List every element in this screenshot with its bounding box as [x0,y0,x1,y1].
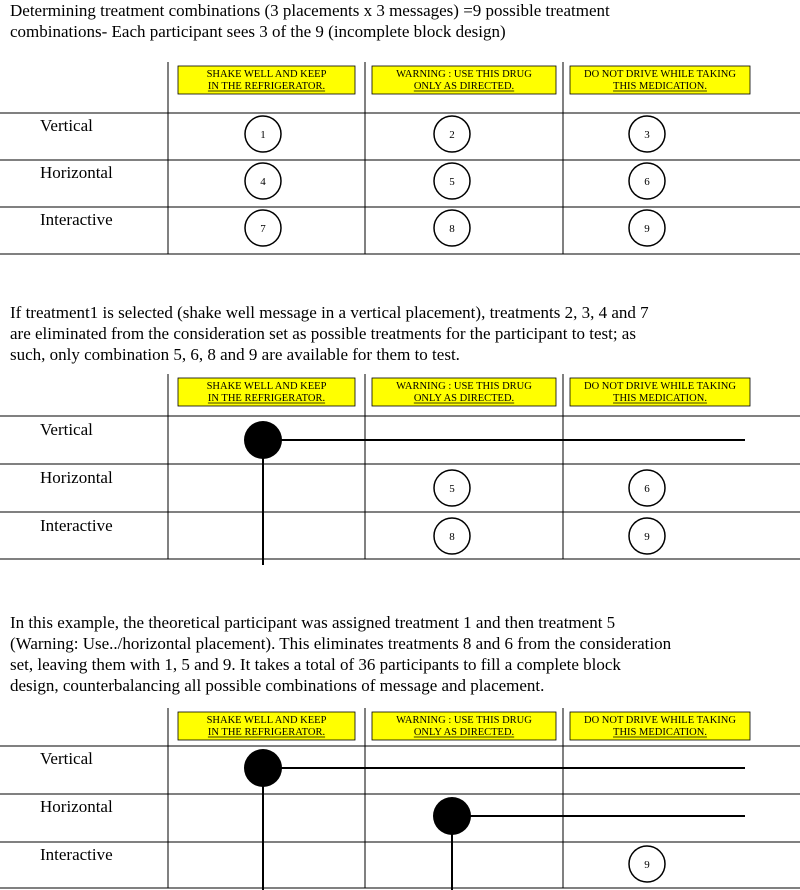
placement-label: Horizontal [40,163,113,182]
treatment-number: 4 [260,176,266,188]
message-label-line1: DO NOT DRIVE WHILE TAKING [584,69,736,80]
text-line: are eliminated from the consideration set as possible treatments for the participant to test; as [10,324,636,343]
placement-label: Interactive [40,516,113,535]
treatment-number: 6 [644,176,650,188]
treatment-circle-9 [629,210,665,246]
placement-label: Horizontal [40,468,113,487]
message-label-line1: SHAKE WELL AND KEEP [206,69,327,80]
treatment-circle-5 [434,470,470,506]
selected-treatment-dot [244,749,282,787]
treatment-circle-6 [629,163,665,199]
message-label [372,712,556,740]
message-label-line1: WARNING : USE THIS DRUG [396,715,532,726]
treatment-circle-3 [629,116,665,152]
treatment-number: 7 [260,223,266,235]
text-line: If treatment1 is selected (shake well message in a vertical placement), treatments 2, 3, 4 and 7 [10,303,649,322]
selected-treatment-dot [244,421,282,459]
message-label-line1: SHAKE WELL AND KEEP [206,715,327,726]
placement-label: Vertical [40,749,93,768]
treatment-number: 6 [644,483,650,495]
treatment-grid-after-second [0,708,800,888]
treatment-circle-1 [245,116,281,152]
treatment-circle-5 [434,163,470,199]
message-label-line2: ONLY AS DIRECTED. [413,81,515,92]
message-label [372,378,556,406]
example-paragraph [10,612,800,696]
message-label [570,712,750,740]
treatment-number: 9 [644,223,650,235]
placement-label: Interactive [40,845,113,864]
message-label [570,378,750,406]
treatment-number: 9 [644,859,650,871]
message-label [570,66,750,94]
text-line: (Warning: Use../horizontal placement). This eliminates treatments 8 and 6 from the consideration [10,634,672,653]
treatment-grid-all [0,62,800,262]
selection-paragraph [10,302,800,365]
message-label-line2: THIS MEDICATION. [613,393,707,404]
treatment-number: 8 [449,223,455,235]
treatment-number: 8 [449,531,455,543]
message-label-line2: IN THE REFRIGERATOR. [207,81,326,92]
treatment-grid-after-first [0,374,800,574]
text-line: design, counterbalancing all possible combinations of message and placement. [10,676,545,695]
message-label-line2: ONLY AS DIRECTED. [413,727,515,738]
treatment-number: 1 [260,129,266,141]
treatment-circle-9 [629,518,665,554]
placement-label: Vertical [40,420,93,439]
placement-label: Interactive [40,210,113,229]
treatment-number: 5 [449,176,455,188]
intro-paragraph [10,0,800,42]
text-line: Determining treatment combinations (3 placements x 3 messages) =9 possible treatment [10,1,610,20]
text-line: such, only combination 5, 6, 8 and 9 are available for them to test. [10,345,460,364]
treatment-number: 9 [644,531,650,543]
message-label-line1: WARNING : USE THIS DRUG [396,69,532,80]
selected-treatment-dot [433,797,471,835]
text-line: combinations- Each participant sees 3 of the 9 (incomplete block design) [10,22,506,41]
treatment-circle-9 [629,846,665,882]
treatment-circle-8 [434,518,470,554]
placement-label: Horizontal [40,797,113,816]
treatment-circle-2 [434,116,470,152]
message-label [178,712,355,740]
placement-label: Vertical [40,116,93,135]
text-line: In this example, the theoretical participant was assigned treatment 1 and then treatment 5 [10,613,616,632]
message-label-line2: THIS MEDICATION. [613,81,707,92]
message-label-line1: WARNING : USE THIS DRUG [396,381,532,392]
treatment-circle-8 [434,210,470,246]
treatment-number: 5 [449,483,455,495]
treatment-circle-4 [245,163,281,199]
message-label [178,378,355,406]
message-label-line1: DO NOT DRIVE WHILE TAKING [584,381,736,392]
text-line: set, leaving them with 1, 5 and 9. It takes a total of 36 participants to fill a complete block [10,655,621,674]
message-label-line2: IN THE REFRIGERATOR. [207,393,326,404]
message-label-line2: ONLY AS DIRECTED. [413,393,515,404]
message-label-line2: THIS MEDICATION. [613,727,707,738]
treatment-circle-6 [629,470,665,506]
treatment-circle-7 [245,210,281,246]
message-label-line1: SHAKE WELL AND KEEP [206,381,327,392]
message-label [178,66,355,94]
treatment-number: 2 [449,129,455,141]
message-label-line1: DO NOT DRIVE WHILE TAKING [584,715,736,726]
message-label [372,66,556,94]
treatment-number: 3 [644,129,650,141]
message-label-line2: IN THE REFRIGERATOR. [207,727,326,738]
